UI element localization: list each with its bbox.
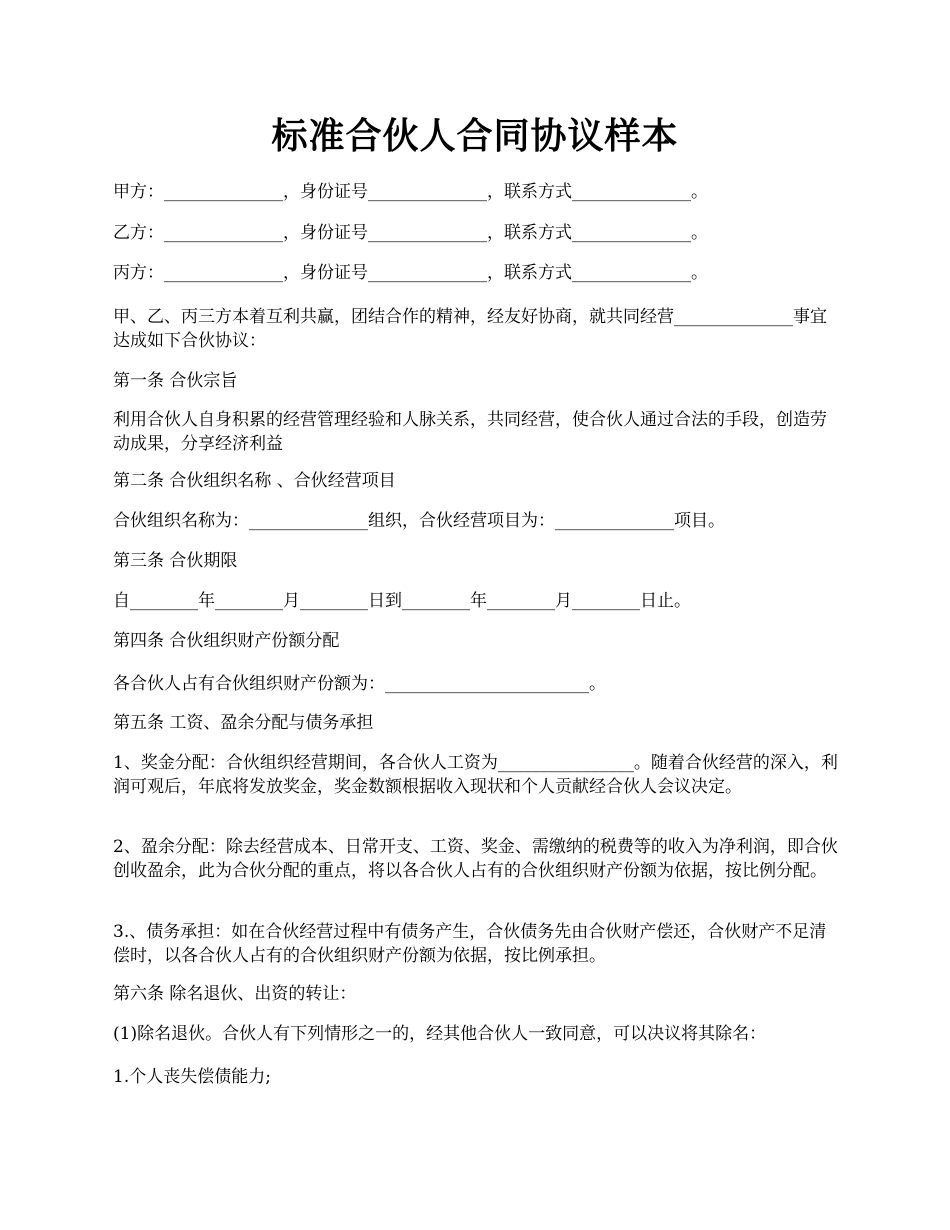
article-6-heading: 第六条 除名退伙、出资的转让：: [113, 984, 357, 1004]
document-title: 标准合伙人合同协议样本: [271, 115, 679, 157]
party-c-line: 丙方：______________，身份证号______________，联系方式______________。: [113, 263, 708, 283]
article-6-item-1: 1.个人丧失偿债能力;: [113, 1067, 271, 1087]
article-3-body: 自________年________月________日到________年________月________日止。: [113, 591, 691, 611]
article-5-item-1: 1、奖金分配：合伙组织经营期间，各合伙人工资为________________。随着合伙经营的深入，利润可观后，年底将发放奖金，奖金数额根据收入现状和个人贡献经合伙人会议决定。: [113, 753, 838, 797]
article-5-heading: 第五条 工资、盈余分配与债务承担: [113, 713, 374, 733]
article-1-heading: 第一条 合伙宗旨: [113, 371, 238, 391]
article-2-heading: 第二条 合伙组织名称 、合伙经营项目: [113, 471, 396, 491]
article-6-clause-1: (1)除名退伙。合伙人有下列情形之一的，经其他合伙人一致同意，可以决议将其除名：: [113, 1024, 767, 1044]
article-1-body: 利用合伙人自身积累的经营管理经验和人脉关系，共同经营，使合伙人通过合法的手段，创造劳动成果，分享经济利益: [113, 410, 827, 454]
preamble-paragraph: 甲、乙、丙三方本着互利共赢，团结合作的精神，经友好协商，就共同经营______________事宜达成如下合伙协议：: [113, 307, 827, 351]
article-4-body: 各合伙人占有合伙组织财产份额为：________________________。: [113, 674, 606, 694]
party-b-line: 乙方：______________，身份证号______________，联系方式______________。: [113, 223, 708, 243]
article-5-item-3: 3.、债务承担：如在合伙经营过程中有债务产生，合伙债务先由合伙财产偿还，合伙财产不足清偿时，以各合伙人占有的合伙组织财产份额为依据，按比例承担。: [113, 922, 827, 966]
article-4-heading: 第四条 合伙组织财产份额分配: [113, 631, 340, 651]
article-5-item-2: 2、盈余分配：除去经营成本、日常开支、工资、奖金、需缴纳的税费等的收入为净利润，即合伙创收盈余，此为合伙分配的重点，将以各合伙人占有的合伙组织财产份额为依据，按比例分配。: [113, 837, 838, 881]
article-2-body: 合伙组织名称为：______________组织，合伙经营项目为：______________项目。: [113, 511, 725, 531]
party-a-line: 甲方：______________，身份证号______________，联系方式______________。: [113, 182, 708, 202]
article-3-heading: 第三条 合伙期限: [113, 551, 238, 571]
